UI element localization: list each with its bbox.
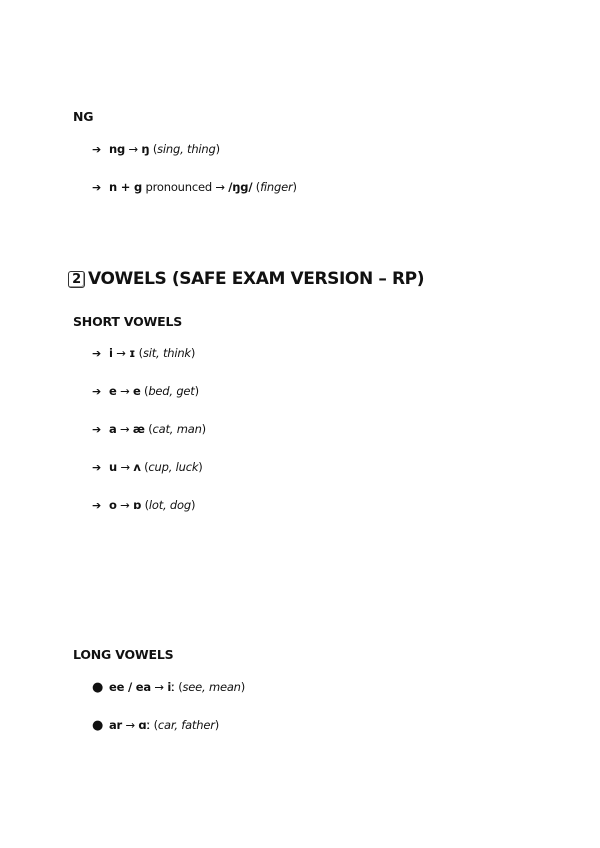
mapping-arrow: → bbox=[112, 346, 130, 360]
mapping-arrow: → bbox=[116, 384, 133, 398]
long-vowel-item-2 bbox=[92, 718, 219, 733]
short-vowel-item-5 bbox=[92, 498, 195, 512]
examples: cup, luck bbox=[148, 460, 199, 474]
paren-open: ( bbox=[144, 422, 153, 436]
mapping-arrow: → bbox=[117, 460, 134, 474]
dot-bullet-icon: ● bbox=[92, 718, 104, 733]
phoneme: ʌ bbox=[133, 460, 141, 474]
phoneme: ɪ bbox=[129, 346, 136, 360]
arrow-bullet-icon: ➔ bbox=[92, 385, 102, 398]
arrow-bullet-icon: ➔ bbox=[92, 143, 102, 156]
short-vowel-item-2 bbox=[92, 384, 199, 398]
paren-close: ) bbox=[214, 718, 220, 732]
paren-open: ( bbox=[141, 498, 149, 512]
spelling: o bbox=[109, 498, 117, 512]
paren-close: ) bbox=[201, 422, 206, 436]
ng-heading: NG bbox=[73, 109, 94, 124]
spelling: a bbox=[109, 422, 117, 436]
paren-open: ( bbox=[174, 680, 183, 694]
spelling: ee / ea bbox=[109, 680, 151, 694]
paren-close: ) bbox=[215, 142, 220, 156]
arrow-bullet-icon: ➔ bbox=[92, 499, 102, 512]
arrow-bullet-icon: ➔ bbox=[92, 347, 102, 360]
phoneme: /ŋg/ bbox=[228, 180, 253, 194]
examples: bed, get bbox=[148, 384, 195, 398]
phoneme: ɑː bbox=[138, 718, 151, 732]
paren-open: ( bbox=[149, 142, 158, 156]
phoneme: ɒ bbox=[133, 498, 142, 512]
examples: cat, man bbox=[152, 422, 202, 436]
ng-item-2 bbox=[92, 180, 297, 194]
paren-close: ) bbox=[194, 384, 199, 398]
arrow-bullet-icon: ➔ bbox=[92, 181, 102, 194]
long-vowel-item-1 bbox=[92, 680, 245, 695]
examples: finger bbox=[260, 180, 293, 194]
paren-close: ) bbox=[198, 460, 203, 474]
examples: car, father bbox=[157, 718, 215, 732]
spelling: n + g bbox=[109, 180, 143, 194]
examples: see, mean bbox=[182, 680, 241, 694]
phoneme: ŋ bbox=[141, 142, 150, 156]
spelling: u bbox=[109, 460, 117, 474]
paren-close: ) bbox=[190, 346, 196, 360]
paren-close: ) bbox=[240, 680, 246, 694]
mapping-arrow: → bbox=[150, 680, 168, 694]
spelling: e bbox=[109, 384, 117, 398]
short-vowel-item-3 bbox=[92, 422, 206, 436]
examples: lot, dog bbox=[148, 498, 191, 512]
mapping-arrow: → bbox=[116, 422, 133, 436]
phoneme: e bbox=[132, 384, 141, 398]
paren-open: ( bbox=[140, 460, 149, 474]
mapping-arrow: → bbox=[125, 142, 142, 156]
short-vowels-heading: SHORT VOWELS bbox=[73, 314, 183, 329]
spelling: ng bbox=[109, 142, 126, 156]
phoneme: æ bbox=[132, 422, 145, 436]
short-vowel-item-4 bbox=[92, 460, 203, 474]
section-number-badge: 2 bbox=[68, 271, 85, 288]
mapping-arrow: → bbox=[122, 718, 139, 732]
arrow-bullet-icon: ➔ bbox=[92, 461, 102, 474]
spelling: i bbox=[109, 346, 113, 360]
examples: sit, think bbox=[142, 346, 191, 360]
long-vowels-heading: LONG VOWELS bbox=[73, 647, 174, 662]
arrow-bullet-icon: ➔ bbox=[92, 423, 102, 436]
paren-open: ( bbox=[140, 384, 149, 398]
note: pronounced bbox=[142, 180, 216, 194]
paren-close: ) bbox=[190, 498, 196, 512]
mapping-arrow: → bbox=[116, 498, 134, 512]
examples: sing, thing bbox=[157, 142, 216, 156]
paren-close: ) bbox=[292, 180, 297, 194]
dot-bullet-icon: ● bbox=[92, 680, 104, 695]
ng-item-1 bbox=[92, 142, 220, 156]
paren-open: ( bbox=[252, 180, 261, 194]
section-title-text: VOWELS (SAFE EXAM VERSION – RP) bbox=[88, 269, 425, 289]
phoneme: iː bbox=[167, 680, 175, 694]
short-vowel-item-1 bbox=[92, 346, 195, 360]
section-title bbox=[68, 269, 424, 289]
spelling: ar bbox=[109, 718, 123, 732]
paren-open: ( bbox=[135, 346, 143, 360]
mapping-arrow: → bbox=[215, 180, 229, 194]
paren-open: ( bbox=[150, 718, 158, 732]
